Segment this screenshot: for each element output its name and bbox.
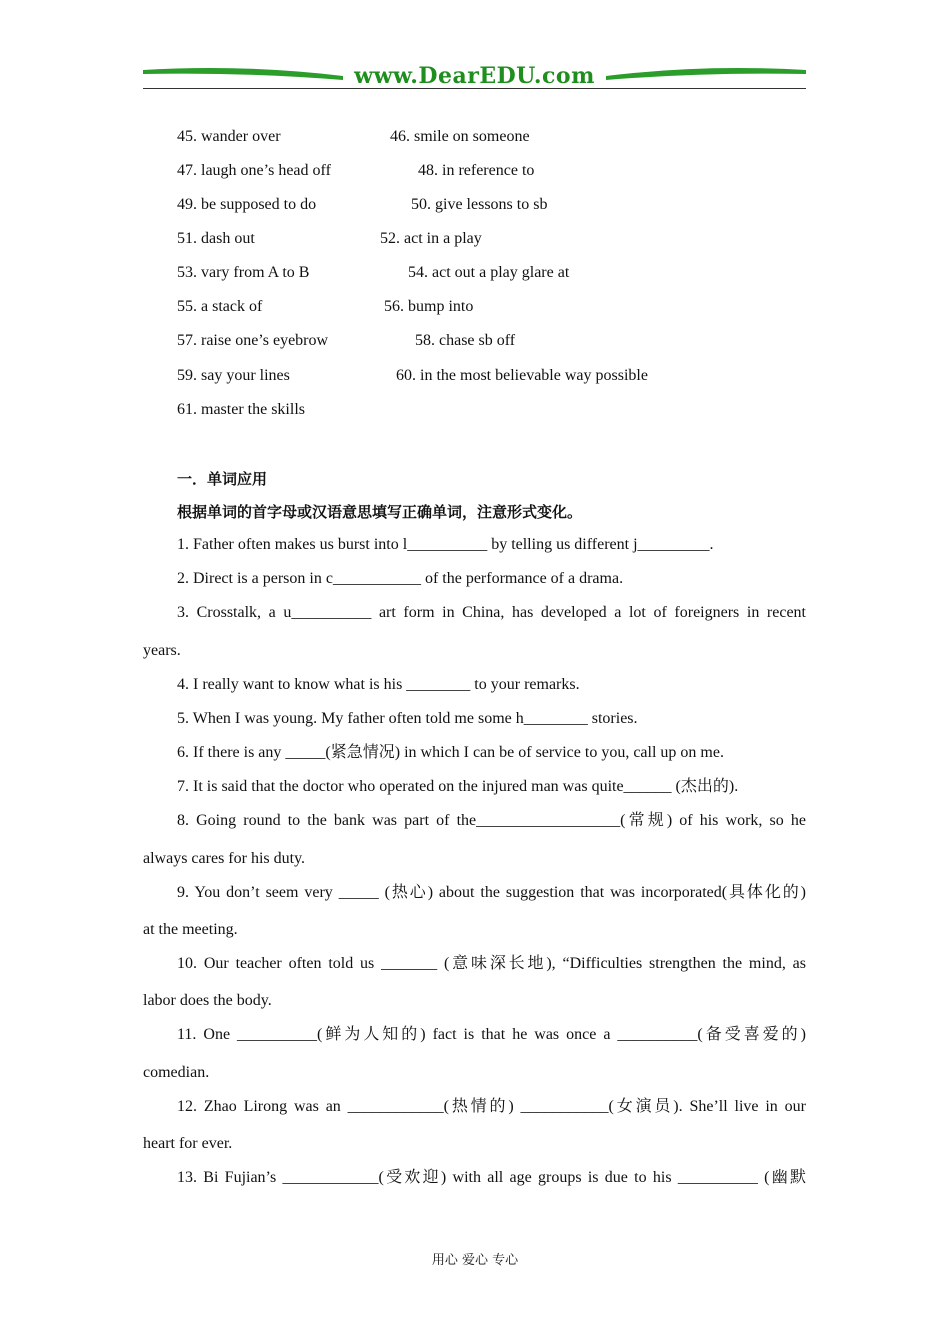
exercise-item: 6. If there is any _____(紧急情况) in which I can be of service to you, call up on me. [177,744,724,761]
phrase-left: 55. a stack of [177,298,263,315]
section-instruction: 根据单词的首字母或汉语意思填写正确单词，注意形式变化。 [177,503,583,521]
exercise-item: 7. It is said that the doctor who operated on the injured man was quite______ (杰出的). [177,778,739,795]
phrase-right: 54. act out a play glare at [408,264,570,281]
exercise-item: 12. Zhao Lirong was an ____________(热情的) ___________(女演员). She’ll live in our [177,1098,806,1115]
phrase-right: 56. bump into [384,298,474,315]
exercise-item: 5. When I was young. My father often told me some h________ stories. [177,710,638,727]
exercise-item-continued: always cares for his duty. [143,850,306,867]
exercise-item: 3. Crosstalk, a u__________ art form in China, has developed a lot of foreigners in recent [177,604,806,621]
phrase-right: 58. chase sb off [415,332,516,349]
phrase-left: 61. master the skills [177,401,305,418]
phrase-left: 45. wander over [177,128,281,145]
phrase-right: 52. act in a play [380,230,482,247]
exercise-item: 8. Going round to the bank was part of the__________________(常规) of his work, so he [177,812,806,829]
site-logo-text: www.DearEDU.com [354,63,595,89]
phrase-right: 50. give lessons to sb [411,196,548,213]
exercise-item: 10. Our teacher often told us _______ (意味深长地), “Difficulties strengthen the mind, as [177,955,806,972]
exercise-item: 2. Direct is a person in c___________ of the performance of a drama. [177,570,624,587]
exercise-item-continued: at the meeting. [143,921,238,938]
exercise-item: 11. One __________(鲜为人知的) fact is that he was once a __________(备受喜爱的) [177,1026,806,1043]
exercise-item-continued: heart for ever. [143,1135,233,1152]
phrase-left: 47. laugh one’s head off [177,162,331,179]
phrase-right: 48. in reference to [418,162,535,179]
section-title: 一．单词应用 [177,470,268,488]
phrase-left: 51. dash out [177,230,255,247]
phrase-left: 59. say your lines [177,367,290,384]
exercise-item-continued: labor does the body. [143,992,272,1009]
exercise-item: 9. You don’t seem very _____ (热心) about the suggestion that was incorporated(具体化的) [177,884,806,901]
exercise-item: 13. Bi Fujian’s ____________(受欢迎) with all age groups is due to his __________ (幽默 [177,1169,806,1186]
exercise-item: 1. Father often makes us burst into l__________ by telling us different j_________. [177,536,714,553]
exercise-item-continued: years. [143,642,181,659]
phrase-right: 46. smile on someone [390,128,530,145]
phrase-left: 49. be supposed to do [177,196,317,213]
exercise-item-continued: comedian. [143,1064,210,1081]
phrase-left: 53. vary from A to B [177,264,310,281]
page-footer: 用心 爱心 专心 [431,1253,519,1268]
header-rule [143,88,806,89]
exercise-item: 4. I really want to know what is his ________ to your remarks. [177,676,580,693]
phrase-left: 57. raise one’s eyebrow [177,332,329,349]
phrase-right: 60. in the most believable way possible [396,367,648,384]
